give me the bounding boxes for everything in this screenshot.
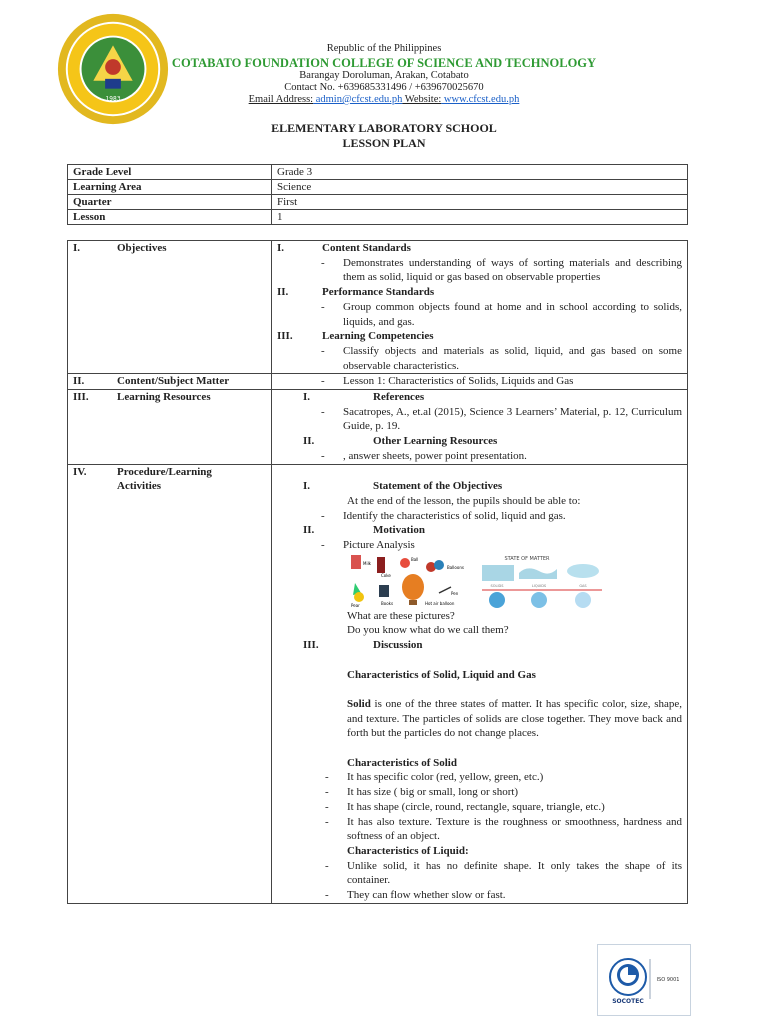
picture-analysis-images bbox=[347, 553, 607, 609]
content-standards-heading: Content Standards bbox=[322, 242, 411, 254]
content-heading-cell bbox=[68, 374, 272, 390]
svg-text:Pear: Pear bbox=[351, 602, 360, 608]
section-title: Procedure/Learning bbox=[117, 465, 212, 478]
iso-certification-badge bbox=[597, 944, 691, 1016]
bullet-item: - Sacatropes, A., et.al (2015), Science 3 Learners’ Material, p. 12, Curriculum Guide, p. 19. bbox=[321, 405, 682, 433]
info-value: First bbox=[272, 195, 688, 210]
svg-text:Books: Books bbox=[381, 600, 394, 606]
svg-text:STATE OF MATTER: STATE OF MATTER bbox=[504, 555, 550, 562]
info-row bbox=[68, 180, 688, 195]
info-row bbox=[68, 210, 688, 225]
content-row bbox=[68, 374, 688, 390]
section-number: II. bbox=[73, 375, 85, 388]
republic-line: Republic of the Philippines bbox=[326, 43, 442, 54]
svg-text:SOCOTEC: SOCOTEC bbox=[612, 998, 644, 1005]
sub-number: I. bbox=[277, 242, 285, 254]
sub-number: II. bbox=[303, 524, 315, 537]
bullet-item: - Identify the characteristics of solid, liquid and gas. bbox=[321, 509, 566, 522]
statement-objectives-heading: Statement of the Objectives bbox=[373, 480, 503, 493]
bullet-item: - It has specific color (red, yellow, green, etc.) bbox=[325, 771, 544, 784]
svg-text:Ball: Ball bbox=[411, 556, 419, 562]
objectives-content-cell bbox=[272, 241, 688, 374]
section-number: III. bbox=[73, 391, 89, 404]
learning-competencies-heading: Learning Competencies bbox=[322, 330, 434, 343]
sub-number: I. bbox=[303, 480, 311, 493]
other-resources-heading: Other Learning Resources bbox=[373, 435, 498, 448]
info-label: Quarter bbox=[68, 195, 272, 210]
sub-number: I. bbox=[303, 391, 311, 404]
socotec-logo bbox=[598, 945, 690, 1015]
section-title: Objectives bbox=[117, 242, 167, 254]
svg-text:Balloons: Balloons bbox=[447, 564, 464, 570]
bullet-item: - Group common objects found at home and in school according to solids, liquids, and gas. bbox=[321, 300, 682, 328]
bullet-item: - , answer sheets, power point presentation. bbox=[321, 449, 527, 462]
question: Do you know what do we call them? bbox=[347, 624, 509, 637]
bullet-item: - It has size ( big or small, long or short) bbox=[325, 786, 519, 799]
section-title: Content/Subject Matter bbox=[117, 375, 230, 388]
bullet-item: - Lesson 1: Characteristics of Solids, Liquids and Gas bbox=[321, 375, 574, 388]
info-label: Lesson bbox=[68, 210, 272, 225]
svg-text:Coke: Coke bbox=[381, 572, 391, 578]
svg-text:GAS: GAS bbox=[579, 583, 587, 588]
solid-paragraph: Solid is one of the three states of matter. It has specific color, size, shape, and texture. The particles of solids are close together. They move back and forth but the particles do not change places. bbox=[347, 697, 682, 740]
lesson-plan-table bbox=[67, 240, 688, 904]
svg-text:SOLIDS: SOLIDS bbox=[490, 583, 504, 588]
sub-number: II. bbox=[277, 286, 289, 299]
info-value: Science bbox=[272, 180, 688, 195]
email-link[interactable]: admin@cfcst.edu.ph bbox=[313, 94, 403, 105]
bullet-item: - It has also texture. Texture is the roughness or smoothness, hardness and softness of an object. bbox=[325, 815, 682, 843]
sub-number: III. bbox=[277, 330, 293, 343]
svg-text:Pen: Pen bbox=[451, 590, 459, 596]
performance-standards-heading: Performance Standards bbox=[322, 286, 435, 299]
procedure-row bbox=[68, 464, 688, 903]
document-title: LESSON PLAN bbox=[342, 136, 426, 150]
characteristics-heading: Characteristics of Solid, Liquid and Gas bbox=[347, 668, 536, 681]
discussion-heading: Discussion bbox=[373, 639, 423, 652]
objectives-row bbox=[68, 241, 688, 374]
references-heading: References bbox=[373, 391, 425, 404]
lesson-info-table bbox=[67, 164, 688, 225]
section-number: IV. bbox=[73, 465, 87, 478]
resources-row bbox=[68, 390, 688, 465]
website-link[interactable]: www.cfcst.edu.ph bbox=[441, 94, 520, 105]
content-cell bbox=[272, 374, 688, 390]
liquid-heading: Characteristics of Liquid: bbox=[347, 844, 469, 857]
solid-heading: Characteristics of Solid bbox=[347, 756, 457, 769]
procedure-cell bbox=[272, 464, 688, 903]
svg-text:Hot air balloon: Hot air balloon bbox=[425, 600, 455, 606]
resources-heading-cell bbox=[68, 390, 272, 465]
bullet-item: - Demonstrates understanding of ways of sorting materials and describing them as solid, liquid or gas based on observable properties bbox=[321, 256, 682, 284]
procedure-heading-cell bbox=[68, 464, 272, 903]
section-title-cont: Activities bbox=[117, 480, 161, 493]
college-address: Barangay Doroluman, Arakan, Cotabato bbox=[299, 70, 469, 81]
question: What are these pictures? bbox=[347, 609, 455, 622]
college-name: COTABATO FOUNDATION COLLEGE OF SCIENCE AND TECHNOLOGY bbox=[171, 56, 597, 70]
bullet-item: - It has shape (circle, round, rectangle, square, triangle, etc.) bbox=[325, 800, 605, 813]
info-value: 1 bbox=[272, 210, 688, 225]
section-number: I. bbox=[73, 242, 81, 254]
info-row bbox=[68, 165, 688, 180]
bullet-item: - They can flow whether slow or fast. bbox=[325, 889, 506, 902]
objects-and-states-illustration bbox=[347, 553, 607, 609]
svg-text:ISO 9001: ISO 9001 bbox=[656, 977, 680, 983]
objectives-heading-cell bbox=[68, 241, 272, 374]
motivation-heading: Motivation bbox=[373, 524, 425, 537]
info-label: Grade Level bbox=[68, 165, 272, 180]
sub-number: III. bbox=[303, 639, 319, 652]
paragraph: At the end of the lesson, the pupils should be able to: bbox=[347, 494, 581, 507]
bullet-item: - Classify objects and materials as solid, liquid, and gas based on some observable characteristics. bbox=[321, 344, 682, 372]
email-label: Email Address: bbox=[248, 94, 314, 105]
contact-numbers: Contact No. +639685331496 / +639670025670 bbox=[284, 82, 484, 93]
svg-text:1983: 1983 bbox=[105, 96, 121, 103]
bullet-item: - Unlike solid, it has no definite shape. It only takes the shape of its container. bbox=[325, 859, 682, 887]
svg-text:Milk: Milk bbox=[363, 560, 371, 566]
info-row bbox=[68, 195, 688, 210]
svg-text:LIQUIDS: LIQUIDS bbox=[531, 583, 547, 588]
section-title: Learning Resources bbox=[117, 391, 211, 404]
website-label: Website: bbox=[402, 94, 442, 105]
info-value: Grade 3 bbox=[272, 165, 688, 180]
email-website-line bbox=[0, 94, 768, 106]
school-name: ELEMENTARY LABORATORY SCHOOL bbox=[271, 121, 497, 135]
info-label: Learning Area bbox=[68, 180, 272, 195]
resources-cell bbox=[272, 390, 688, 465]
bullet-item: - Picture Analysis bbox=[321, 539, 415, 552]
sub-number: II. bbox=[303, 435, 315, 448]
